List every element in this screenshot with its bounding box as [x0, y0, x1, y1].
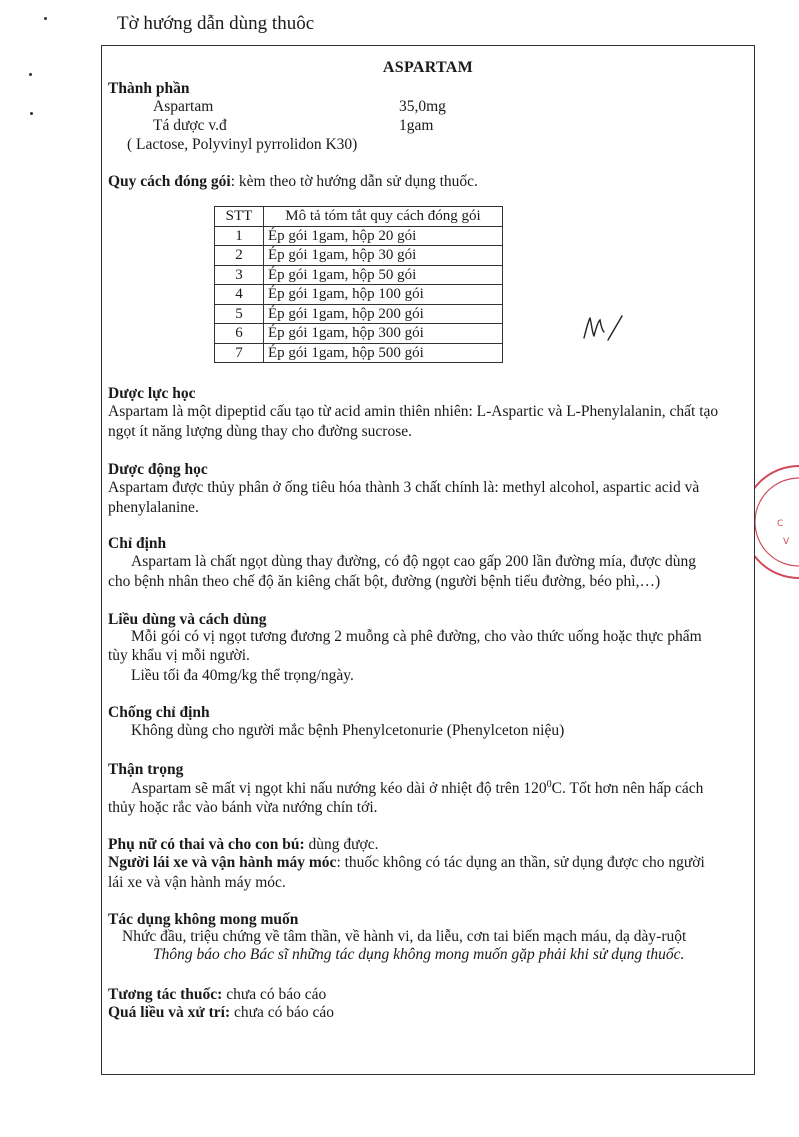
pharmacodynamics-heading: Dược lực học [108, 385, 196, 402]
interactions-label: Tương tác thuốc: [108, 986, 223, 1003]
svg-text:C: C [777, 519, 784, 529]
degree-superscript: 0 [546, 779, 552, 790]
table-header-description: Mô tả tóm tắt quy cách đóng gói [264, 207, 503, 227]
precautions-line [131, 779, 703, 798]
packaging-text: : kèm theo tờ hướng dẫn sử dụng thuốc. [230, 173, 478, 190]
composition-item-amount: 35,0mg [399, 98, 446, 115]
table-row [215, 343, 503, 363]
overdose-label: Quá liều và xử trí: [108, 1004, 231, 1021]
table-cell-stt: 1 [215, 226, 264, 246]
indications-line: cho bệnh nhân theo chế độ ăn kiêng chất bột, đường (người bệnh tiểu đường, béo phì,…) [108, 573, 661, 590]
precautions-text: Aspartam sẽ mất vị ngọt khi nấu nướng kéo dài ở nhiệt độ trên 120 [131, 780, 547, 798]
table-cell-stt: 5 [215, 304, 264, 324]
table-row [215, 304, 503, 324]
stamp-fragment [755, 462, 799, 582]
pharmacokinetics-line: phenylalanine. [108, 499, 199, 516]
composition-item-amount: 1gam [399, 117, 434, 134]
table-cell-stt: 7 [215, 343, 264, 363]
dosage-line: Liều tối đa 40mg/kg thể trọng/ngày. [131, 667, 354, 684]
indications-heading: Chỉ định [108, 535, 167, 552]
table-cell-stt: 6 [215, 324, 264, 344]
table-row [215, 246, 503, 266]
table-header-stt: STT [215, 207, 264, 227]
composition-item-name: Aspartam [153, 98, 214, 115]
pregnancy-label: Phụ nữ có thai và cho con bú: [108, 836, 305, 853]
table-cell-description: Ép gói 1gam, hộp 20 gói [264, 226, 503, 246]
indications-line: Aspartam là chất ngọt dùng thay đường, có độ ngọt cao gấp 200 lần đường mía, được dùng [131, 553, 697, 570]
pharmacodynamics-line: ngọt ít năng lượng dùng thay cho đường sucrose. [108, 423, 412, 440]
packaging-table [214, 206, 503, 363]
scan-speck [44, 17, 47, 20]
precautions-line: thủy hoặc rắc vào bánh vừa nướng chín tới. [108, 799, 378, 816]
overdose-text: chưa có báo cáo [230, 1004, 335, 1021]
svg-text:V: V [783, 537, 790, 547]
pregnancy-text: dùng được. [304, 836, 379, 853]
table-cell-description: Ép gói 1gam, hộp 300 gói [264, 324, 503, 344]
overdose-line [108, 1004, 334, 1022]
scan-speck [30, 112, 33, 115]
table-row [215, 285, 503, 305]
table-cell-stt: 4 [215, 285, 264, 305]
dosage-heading: Liều dùng và cách dùng [108, 611, 267, 628]
interactions-line [108, 986, 326, 1004]
table-cell-description: Ép gói 1gam, hộp 30 gói [264, 246, 503, 266]
driving-label: Người lái xe và vận hành máy móc [108, 854, 337, 871]
pharmacodynamics-line: Aspartam là một dipeptid cấu tạo từ acid amin thiên nhiên: L-Aspartic và L-Phenylalanin, chất tạo [108, 403, 719, 420]
dosage-line: Mỗi gói có vị ngọt tương đương 2 muỗng cà phê đường, cho vào thức uống hoặc thực phẩm [131, 628, 702, 645]
product-title: ASPARTAM [382, 59, 474, 76]
dosage-line: tùy khẩu vị mỗi người. [108, 647, 250, 664]
driving-line [108, 854, 705, 872]
packaging-line [108, 173, 478, 191]
table-row [215, 265, 503, 285]
table-cell-description: Ép gói 1gam, hộp 100 gói [264, 285, 503, 305]
leaflet-frame [101, 45, 755, 1075]
contraindications-heading: Chống chỉ định [108, 704, 210, 721]
table-header-row [215, 207, 503, 227]
contraindications-line: Không dùng cho người mắc bệnh Phenylcetonurie (Phenylceton niệu) [131, 722, 565, 739]
pharmacokinetics-line: Aspartam được thủy phân ở ống tiêu hóa thành 3 chất chính là: methyl alcohol, aspartic acid và [108, 479, 700, 496]
interactions-text: chưa có báo cáo [222, 986, 327, 1003]
composition-item-name: Tá dược v.đ [153, 117, 227, 134]
side-effects-heading: Tác dụng không mong muốn [108, 911, 299, 928]
page-header: Tờ hướng dẫn dùng thuôc [117, 13, 315, 34]
driving-line: lái xe và vận hành máy móc. [108, 874, 286, 891]
table-cell-stt: 3 [215, 265, 264, 285]
scan-speck [29, 73, 32, 76]
table-row [215, 324, 503, 344]
side-effects-note: Thông báo cho Bác sĩ những tác dụng không mong muốn gặp phải khi sử dụng thuốc. [153, 946, 685, 963]
precautions-text: C. Tốt hơn nên hấp cách [551, 780, 704, 798]
driving-text: : thuốc không có tác dụng an thần, sử dụng được cho người [336, 854, 705, 871]
pregnancy-line [108, 836, 379, 854]
table-cell-description: Ép gói 1gam, hộp 500 gói [264, 343, 503, 363]
handwritten-initials [578, 300, 628, 350]
packaging-label: Quy cách đóng gói [108, 173, 231, 190]
pharmacokinetics-heading: Dược động học [108, 461, 208, 478]
excipients-note: ( Lactose, Polyvinyl pyrrolidon K30) [127, 136, 358, 153]
side-effects-line: Nhức đầu, triệu chứng về tâm thần, về hành vi, da liễu, cơn tai biến mạch máu, dạ dày-ruột [122, 928, 687, 945]
table-cell-description: Ép gói 1gam, hộp 200 gói [264, 304, 503, 324]
table-cell-description: Ép gói 1gam, hộp 50 gói [264, 265, 503, 285]
precautions-heading: Thận trọng [108, 761, 184, 778]
table-row [215, 226, 503, 246]
composition-heading: Thành phần [108, 80, 190, 97]
table-cell-stt: 2 [215, 246, 264, 266]
